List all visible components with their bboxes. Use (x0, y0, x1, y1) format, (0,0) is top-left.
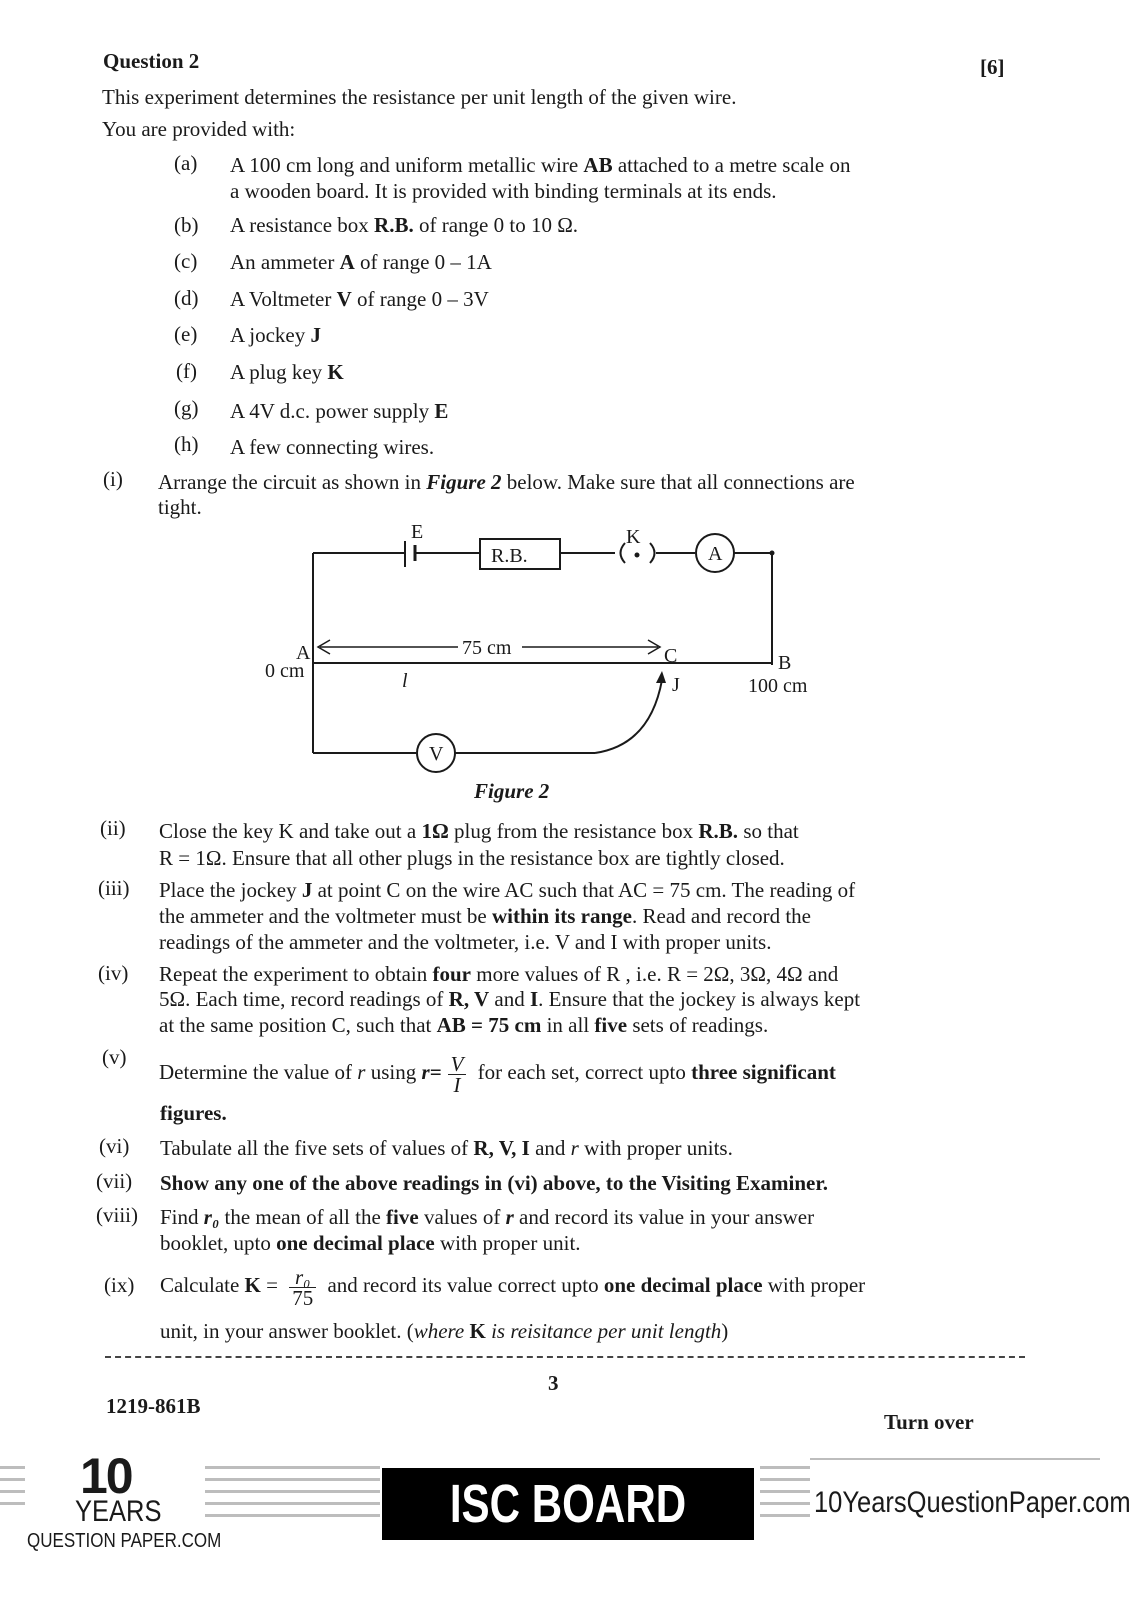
step-text: Tabulate all the five sets of values of R, V, I and r with proper units. (160, 1136, 733, 1160)
step-text: Arrange the circuit as shown in Figure 2 below. Make sure that all connections are (158, 470, 855, 494)
item-tag: (b) (174, 213, 199, 237)
step-text-line3: readings of the ammeter and the voltmeter, i.e. V and I with proper units. (159, 930, 772, 954)
step-text-line3: at the same position C, such that AB = 75 cm in all five sets of readings. (159, 1013, 769, 1037)
item-text: A few connecting wires. (230, 435, 435, 459)
step-tag: (iii) (98, 876, 130, 900)
site-link[interactable]: 10YearsQuestionPaper.com (814, 1486, 1131, 1519)
logo-years: YEARS (75, 1495, 162, 1528)
item-tag: (e) (174, 322, 198, 346)
step-tag: (iv) (98, 961, 129, 985)
point-c-label: C (664, 645, 678, 667)
logo-ten: 10 (80, 1448, 132, 1504)
hundred-cm-label: 100 cm (748, 675, 808, 697)
item-tag: (f) (176, 359, 197, 383)
step-tag: (vi) (99, 1134, 130, 1158)
item-tag: (d) (174, 286, 199, 310)
voltmeter-label: V (429, 743, 444, 765)
turn-over: Turn over (884, 1410, 974, 1434)
paper-code: 1219-861B (106, 1394, 201, 1418)
item-tag: (a) (174, 151, 198, 175)
logo-question-paper: QUESTION PAPER.COM (27, 1530, 222, 1552)
page-number: 3 (548, 1371, 559, 1395)
r0-over-75-fraction: $\frac{\text{r₀}}{75}$ (289, 1267, 316, 1308)
step-text: Close the key K and take out a 1Ω plug from the resistance box R.B. so that (159, 819, 799, 843)
jockey-label: J (672, 674, 680, 696)
step-text: Calculate K = $\frac{\text{r₀}}{75}$ and record its value correct upto one decimal place with proper (160, 1264, 866, 1310)
item-tag: (c) (174, 249, 198, 273)
point-a-label: A (296, 642, 311, 664)
footer-divider (105, 1356, 1025, 1358)
board-title: ISC BOARD XII (449, 1474, 687, 1598)
point-b-label: B (778, 652, 792, 674)
item-text: A 4V d.c. power supply E (230, 399, 449, 423)
site-banner (0, 1448, 1131, 1600)
item-text-line2: a wooden board. It is provided with binding terminals at its ends. (230, 179, 777, 203)
marks-badge: [6] (980, 55, 1005, 79)
ammeter-label: A (708, 543, 723, 565)
cell-label: E (411, 521, 424, 543)
step-text: Show any one of the above readings in (vi) above, to the Visiting Examiner. (160, 1171, 828, 1195)
step-tag: (v) (102, 1045, 127, 1069)
step-tag: (ix) (104, 1273, 135, 1297)
key-label: K (626, 526, 641, 548)
step-text: Repeat the experiment to obtain four more values of R , i.e. R = 2Ω, 3Ω, 4Ω and (159, 962, 839, 986)
board-badge (382, 1468, 754, 1598)
intro-line-2: You are provided with: (102, 117, 296, 141)
zero-cm-label: 0 cm (265, 660, 305, 682)
circuit-diagram (250, 515, 850, 815)
key-plug-dot (635, 553, 640, 558)
jockey-arrow (656, 671, 666, 683)
item-tag: (h) (174, 432, 199, 456)
step-text: Place the jockey J at point C on the wire AC such that AC = 75 cm. The reading of (159, 878, 856, 902)
figure-caption: Figure 2 (474, 779, 550, 803)
step-tag: (vii) (96, 1169, 133, 1193)
item-text: A plug key K (230, 360, 344, 384)
question-number: Question 2 (103, 49, 200, 73)
step-tag: (ii) (100, 816, 126, 840)
step-text: Find r₀ the mean of all the five values of r and record its value in your answer (160, 1205, 815, 1229)
step-text-line2: booklet, upto one decimal place with proper unit. (160, 1231, 581, 1255)
v-over-i-fraction: $\frac{V}{I}$ (448, 1054, 467, 1095)
item-text: A resistance box R.B. of range 0 to 10 Ω. (230, 213, 579, 237)
step-tag: (i) (103, 467, 123, 491)
step-text-line2: unit, in your answer booklet. (where K is reisitance per unit length) (160, 1319, 729, 1343)
current-label: l (402, 670, 408, 692)
item-tag: (g) (174, 396, 199, 420)
step-text: Determine the value of r using r= $\frac{V}{I}$ for each set, correct upto three significant (159, 1051, 836, 1097)
intro-line-1: This experiment determines the resistance per unit length of the given wire. (102, 85, 737, 109)
rb-label: R.B. (491, 545, 528, 567)
item-text: An ammeter A of range 0 – 1A (230, 250, 492, 274)
item-text: A Voltmeter V of range 0 – 3V (230, 287, 489, 311)
step-text-line2: R = 1Ω. Ensure that all other plugs in the resistance box are tightly closed. (159, 846, 785, 870)
item-text: A 100 cm long and uniform metallic wire AB attached to a metre scale on (230, 153, 851, 177)
item-text: A jockey J (230, 323, 321, 347)
length-label: 75 cm (462, 637, 512, 659)
step-text-line2: the ammeter and the voltmeter must be within its range. Read and record the (159, 904, 812, 928)
step-text-line2: figures. (160, 1101, 227, 1125)
step-tag: (viii) (96, 1203, 138, 1227)
step-text-line2: 5Ω. Each time, record readings of R, V and I. Ensure that the jockey is always kept (159, 987, 861, 1011)
step-text-line2: tight. (158, 495, 202, 519)
